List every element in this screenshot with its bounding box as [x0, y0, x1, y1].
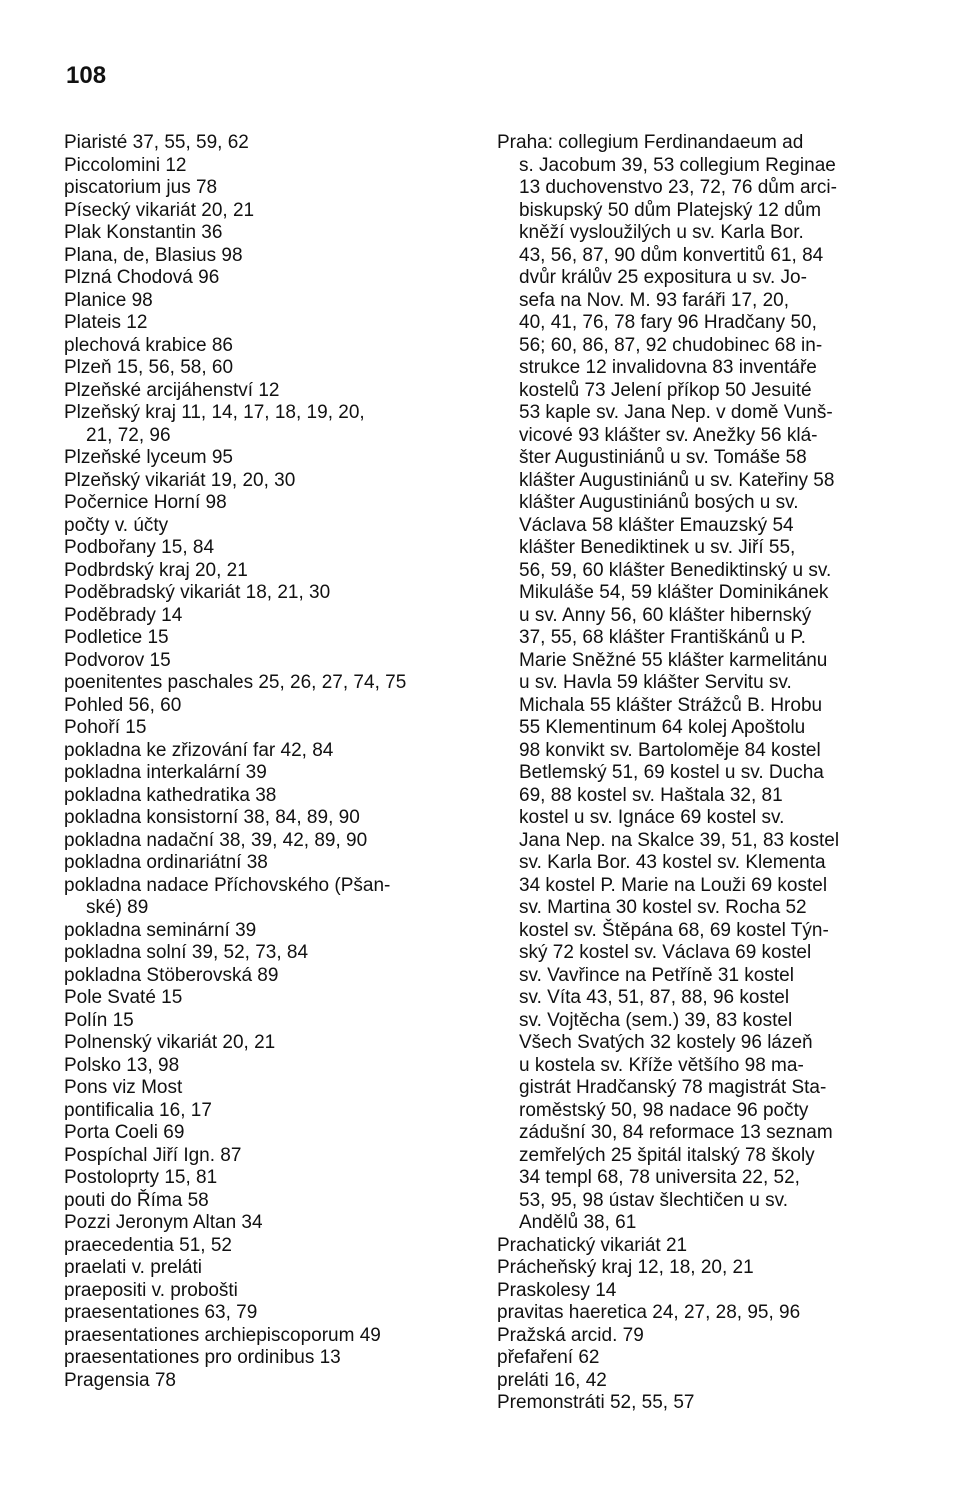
index-entry: piscatorium jus 78 — [64, 177, 218, 198]
index-entry-continuation: 34 templ 68, 78 universita 22, 52, — [519, 1167, 800, 1188]
index-entry-continuation: sefa na Nov. M. 93 faráři 17, 20, — [519, 289, 790, 311]
index-entry: praelati v. preláti — [64, 1257, 202, 1278]
index-entry: pokladna interkalární 39 — [64, 762, 267, 783]
index-entry-continuation: vicové 93 klášter sv. Anežky 56 klá- — [519, 424, 818, 446]
index-entry-continuation: sv. Karla Bor. 43 kostel sv. Klementa — [519, 852, 826, 873]
index-entry-continuation: sv. Vojtěcha (sem.) 39, 83 kostel — [519, 1009, 793, 1031]
index-entry-continuation: 13 duchovenstvo 23, 72, 76 dům arci- — [519, 177, 837, 198]
index-entry: Plateis 12 — [64, 312, 148, 333]
index-entry-continuation: klášter Augustiniánů u sv. Kateřiny 58 — [519, 469, 835, 491]
index-entry: poenitentes paschales 25, 26, 27, 74, 75 — [64, 672, 407, 693]
index-entry-continuation: 69, 88 kostel sv. Haštala 32, 81 — [519, 784, 783, 806]
index-entry-continuation: u sv. Havla 59 klášter Servitu sv. — [519, 672, 792, 693]
index-entry-continuation: 56; 60, 86, 87, 92 chudobinec 68 in- — [519, 334, 823, 356]
index-entry-continuation: zemřelých 25 špitál italský 78 školy — [519, 1144, 815, 1166]
index-entry: Písecký vikariát 20, 21 — [64, 199, 255, 221]
index-entry-continuation: Jana Nep. na Skalce 39, 51, 83 kostel — [519, 829, 840, 851]
index-entry: pokladna kathedratika 38 — [64, 784, 277, 806]
index-entry-continuation: Václava 58 klášter Emauzský 54 — [519, 514, 794, 536]
index-entry: Pragensia 78 — [64, 1369, 176, 1391]
index-entry: Pohoří 15 — [64, 717, 147, 738]
index-entry-continuation: sv. Víta 43, 51, 87, 88, 96 kostel — [519, 987, 790, 1008]
index-entry: pokladna solní 39, 52, 73, 84 — [64, 942, 309, 963]
index-column-right — [497, 132, 897, 1415]
index-entry: pokladna nadační 38, 39, 42, 89, 90 — [64, 829, 368, 851]
index-entry: Podvorov 15 — [64, 649, 171, 671]
index-entry-continuation: sv. Vavřince na Petříně 31 kostel — [519, 964, 794, 986]
index-entry-continuation: kostel sv. Štěpána 68, 69 kostel Týn- — [519, 919, 829, 941]
index-entry: Polín 15 — [64, 1009, 134, 1031]
index-entry: Postoloprty 15, 81 — [64, 1167, 218, 1188]
index-entry: pokladna konsistorní 38, 84, 89, 90 — [64, 807, 360, 828]
index-entry-continuation: strukce 12 invalidovna 83 inventáře — [519, 357, 817, 378]
index-entry: přefaření 62 — [497, 1347, 600, 1368]
index-entry: praepositi v. probošti — [64, 1279, 238, 1301]
index-entry: Počernice Horní 98 — [64, 492, 227, 513]
index-entry: praecedentia 51, 52 — [64, 1234, 232, 1256]
index-entry-continuation: 53, 95, 98 ústav šlechtičen u sv. — [519, 1189, 788, 1211]
index-entry: Plak Konstantin 36 — [64, 222, 223, 243]
index-entry-continuation: Mikuláše 54, 59 klášter Dominikánek — [519, 582, 829, 603]
index-entry-continuation: u sv. Anny 56, 60 klášter hibernský — [519, 604, 812, 626]
index-entry: praesentationes archiepiscoporum 49 — [64, 1324, 381, 1346]
index-entry: Plzeňské lyceum 95 — [64, 447, 233, 468]
index-entry: Pospíchal Jiří Ign. 87 — [64, 1144, 242, 1166]
index-entry: Poděbradský vikariát 18, 21, 30 — [64, 582, 331, 603]
index-entry: Plzná Chodová 96 — [64, 267, 220, 288]
index-entry: Plzeňské arcijáhenství 12 — [64, 379, 280, 401]
index-entry: Porta Coeli 69 — [64, 1122, 185, 1143]
index-entry: praesentationes 63, 79 — [64, 1302, 258, 1323]
index-entry: Polsko 13, 98 — [64, 1054, 180, 1076]
index-entry: plechová krabice 86 — [64, 334, 233, 356]
index-entry-continuation: kněží vysloužilých u sv. Karla Bor. — [519, 222, 804, 243]
index-column-left — [64, 132, 464, 1392]
index-entry: Pohled 56, 60 — [64, 694, 182, 716]
index-entry: Pozzi Jeronym Altan 34 — [64, 1212, 263, 1233]
index-entry: pokladna seminární 39 — [64, 919, 257, 941]
index-entry: Pons viz Most — [64, 1077, 183, 1098]
index-entry-continuation: 34 kostel P. Marie na Louži 69 kostel — [519, 874, 828, 896]
index-entry-continuation: 40, 41, 76, 78 fary 96 Hradčany 50, — [519, 312, 817, 333]
index-entry: Podbořany 15, 84 — [64, 537, 215, 558]
index-entry-continuation: u kostela sv. Kříže většího 98 ma- — [519, 1054, 804, 1076]
index-entry-continuation: 98 konvikt sv. Bartoloměje 84 kostel — [519, 739, 821, 761]
index-entry: Pražská arcid. 79 — [497, 1324, 644, 1346]
index-entry: Polnenský vikariát 20, 21 — [64, 1032, 276, 1053]
index-entry: Planice 98 — [64, 289, 153, 311]
index-entry-continuation: gistrát Hradčanský 78 magistrát Sta- — [519, 1077, 827, 1098]
index-entry-continuation: klášter Augustiniánů bosých u sv. — [519, 492, 799, 513]
index-entry: preláti 16, 42 — [497, 1369, 607, 1391]
index-entry: pokladna ke zřizování far 42, 84 — [64, 739, 334, 761]
index-entry-continuation: zádušní 30, 84 reformace 13 seznam — [519, 1122, 833, 1143]
index-entry-continuation: klášter Benediktinek u sv. Jiří 55, — [519, 537, 796, 558]
index-entry: Plzeňský kraj 11, 14, 17, 18, 19, 20, — [64, 402, 365, 423]
index-entry-continuation: 37, 55, 68 klášter Františkánů u P. — [519, 627, 806, 648]
index-entry-continuation: Všech Svatých 32 kostely 96 lázeň — [519, 1032, 813, 1053]
page-number: 108 — [66, 62, 107, 89]
index-entry: Premonstráti 52, 55, 57 — [497, 1392, 695, 1413]
index-entry-continuation: ský 72 kostel sv. Václava 69 kostel — [519, 942, 812, 963]
index-entry: pontificalia 16, 17 — [64, 1099, 212, 1121]
index-entry: pravitas haeretica 24, 27, 28, 95, 96 — [497, 1302, 801, 1323]
index-entry-continuation: šter Augustiniánů u sv. Tomáše 58 — [519, 447, 807, 468]
index-entry: pouti do Říma 58 — [64, 1189, 209, 1211]
index-entry: Prachatický vikariát 21 — [497, 1234, 688, 1256]
index-entry: pokladna ordinariátní 38 — [64, 852, 268, 873]
index-entry-continuation: roměstský 50, 98 nadace 96 počty — [519, 1099, 809, 1121]
index-entry-continuation: kostelů 73 Jelení příkop 50 Jesuité — [519, 379, 812, 401]
index-entry-continuation: Marie Sněžné 55 klášter karmelitánu — [519, 649, 828, 671]
index-entry: Piaristé 37, 55, 59, 62 — [64, 132, 249, 153]
index-entry-continuation: 43, 56, 87, 90 dům konvertitů 61, 84 — [519, 244, 824, 266]
index-entry-continuation: 55 Klementinum 64 kolej Apoštolu — [519, 717, 806, 738]
index-entry: pokladna nadace Příchovského (Pšan- — [64, 874, 391, 896]
index-entry-continuation: Andělů 38, 61 — [519, 1212, 637, 1233]
index-entry: Pole Svaté 15 — [64, 987, 183, 1008]
index-entry-continuation: Michala 55 klášter Strážců B. Hrobu — [519, 694, 823, 716]
index-entry: Piccolomini 12 — [64, 154, 187, 176]
index-entry-continuation: sv. Martina 30 kostel sv. Rocha 52 — [519, 897, 807, 918]
index-entry: Poděbrady 14 — [64, 604, 183, 626]
index-entry-continuation: 21, 72, 96 — [86, 424, 171, 446]
index-entry-continuation: kostel u sv. Ignáce 69 kostel sv. — [519, 807, 785, 828]
index-entry: Podbrdský kraj 20, 21 — [64, 559, 248, 581]
index-entry: Praskolesy 14 — [497, 1279, 617, 1301]
index-entry-continuation: s. Jacobum 39, 53 collegium Reginae — [519, 154, 836, 176]
index-entry: pokladna Stöberovská 89 — [64, 964, 279, 986]
index-entry-continuation: Betlemský 51, 69 kostel u sv. Ducha — [519, 762, 824, 783]
index-entry: Plzeň 15, 56, 58, 60 — [64, 357, 234, 378]
index-entry-praha: Praha: collegium Ferdinandaeum ad — [497, 132, 804, 153]
index-entry: Prácheňský kraj 12, 18, 20, 21 — [497, 1257, 754, 1278]
index-entry: praesentationes pro ordinibus 13 — [64, 1347, 341, 1368]
index-entry: Plana, de, Blasius 98 — [64, 244, 243, 266]
index-entry-continuation: ské) 89 — [86, 897, 149, 918]
index-entry: Plzeňský vikariát 19, 20, 30 — [64, 469, 296, 491]
index-entry: počty v. účty — [64, 514, 169, 536]
index-entry-continuation: 53 kaple sv. Jana Nep. v domě Vunš- — [519, 402, 833, 423]
index-entry-continuation: dvůr králův 25 expositura u sv. Jo- — [519, 267, 807, 288]
index-entry-continuation: 56, 59, 60 klášter Benediktinský u sv. — [519, 559, 832, 581]
index-entry: Podletice 15 — [64, 627, 169, 648]
index-entry-continuation: biskupský 50 dům Platejský 12 dům — [519, 199, 822, 221]
